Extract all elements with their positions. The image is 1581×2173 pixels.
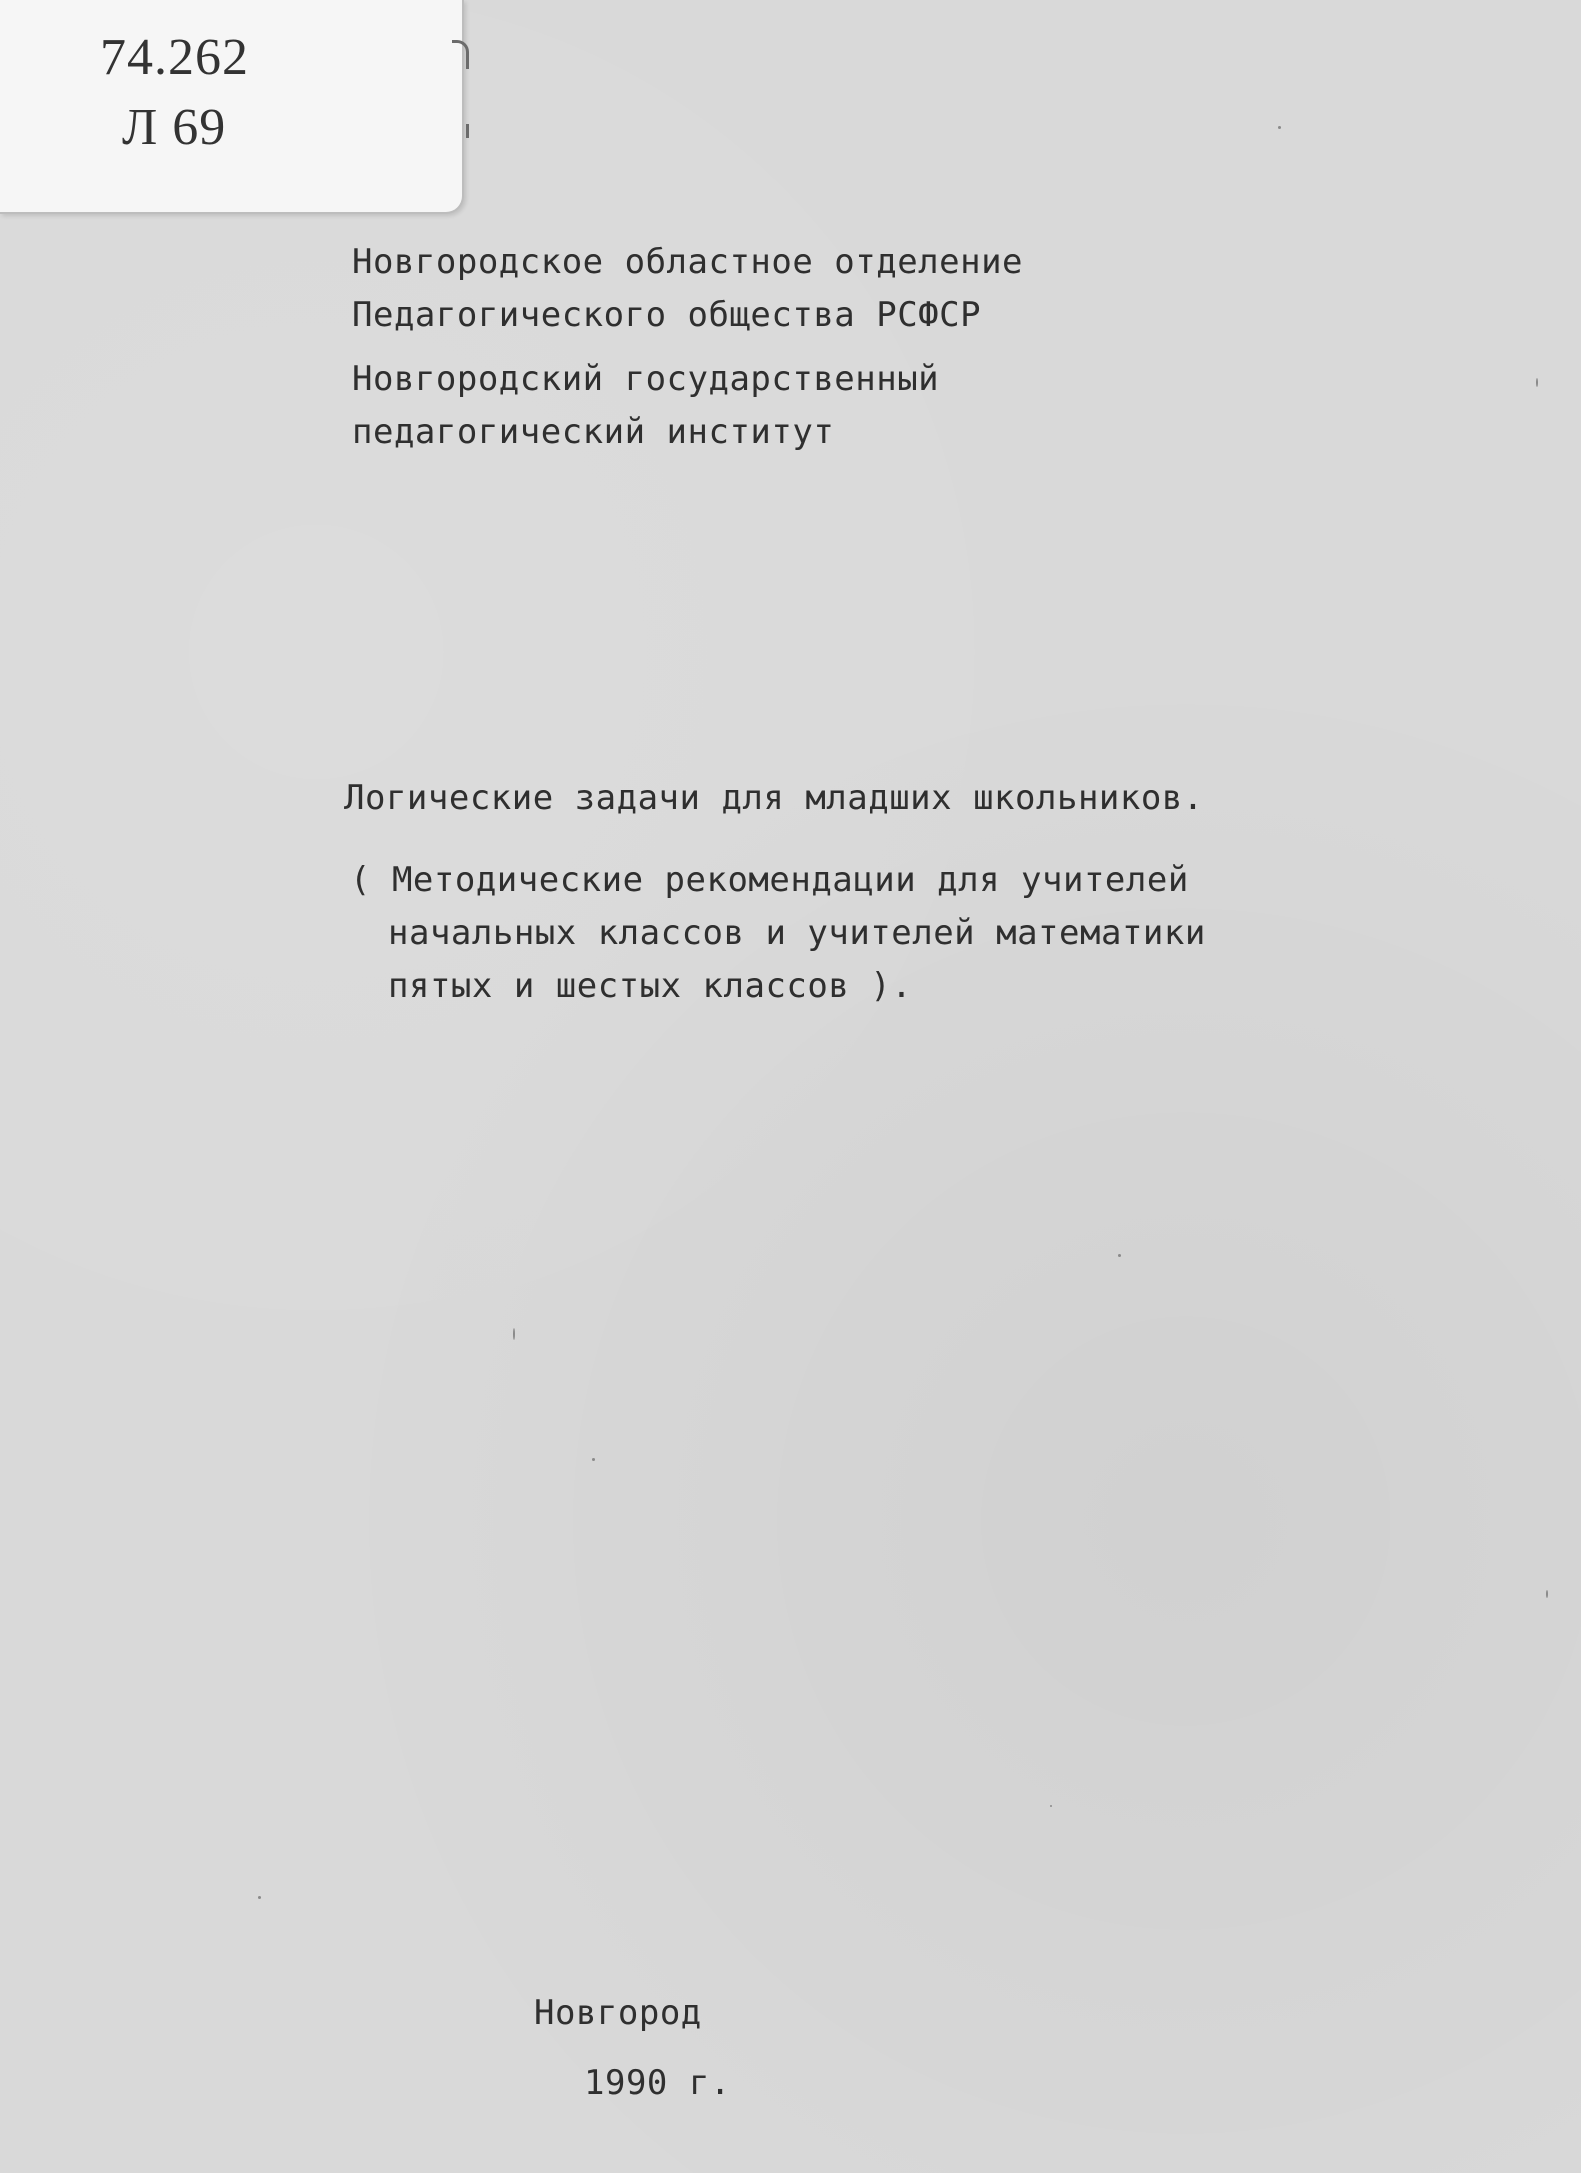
edge-mark — [452, 124, 469, 138]
paper-speck — [258, 1896, 261, 1899]
publication-year: 1990 г. — [584, 2063, 731, 2103]
document-title: Логические задачи для младших школьников. — [344, 778, 1204, 818]
organization-line-1: Новгородское областное отделение — [352, 242, 1024, 282]
paper-speck — [1118, 1254, 1121, 1257]
paper-speck — [1050, 1805, 1052, 1807]
institute-line-2: педагогический институт — [352, 412, 835, 452]
paper-speck — [1278, 126, 1281, 129]
classification-code: 74.262 — [100, 29, 249, 86]
paper-speck — [1536, 378, 1538, 387]
institute-line-1: Новгородский государственный — [352, 359, 940, 399]
paper-speck — [592, 1458, 595, 1461]
author-mark: Л 69 — [122, 99, 227, 156]
paper-speck — [1546, 1590, 1548, 1598]
library-shelf-label — [0, 0, 464, 214]
subtitle-line-3: пятых и шестых классов ). — [388, 966, 913, 1006]
organization-line-2: Педагогического общества РСФСР — [352, 295, 982, 335]
edge-mark — [452, 40, 469, 69]
publication-city: Новгород — [534, 1993, 702, 2033]
subtitle-line-2: начальных классов и учителей математики — [388, 913, 1206, 953]
paper-speck — [513, 1328, 515, 1340]
subtitle-line-1: ( Методические рекомендации для учителей — [350, 860, 1189, 900]
